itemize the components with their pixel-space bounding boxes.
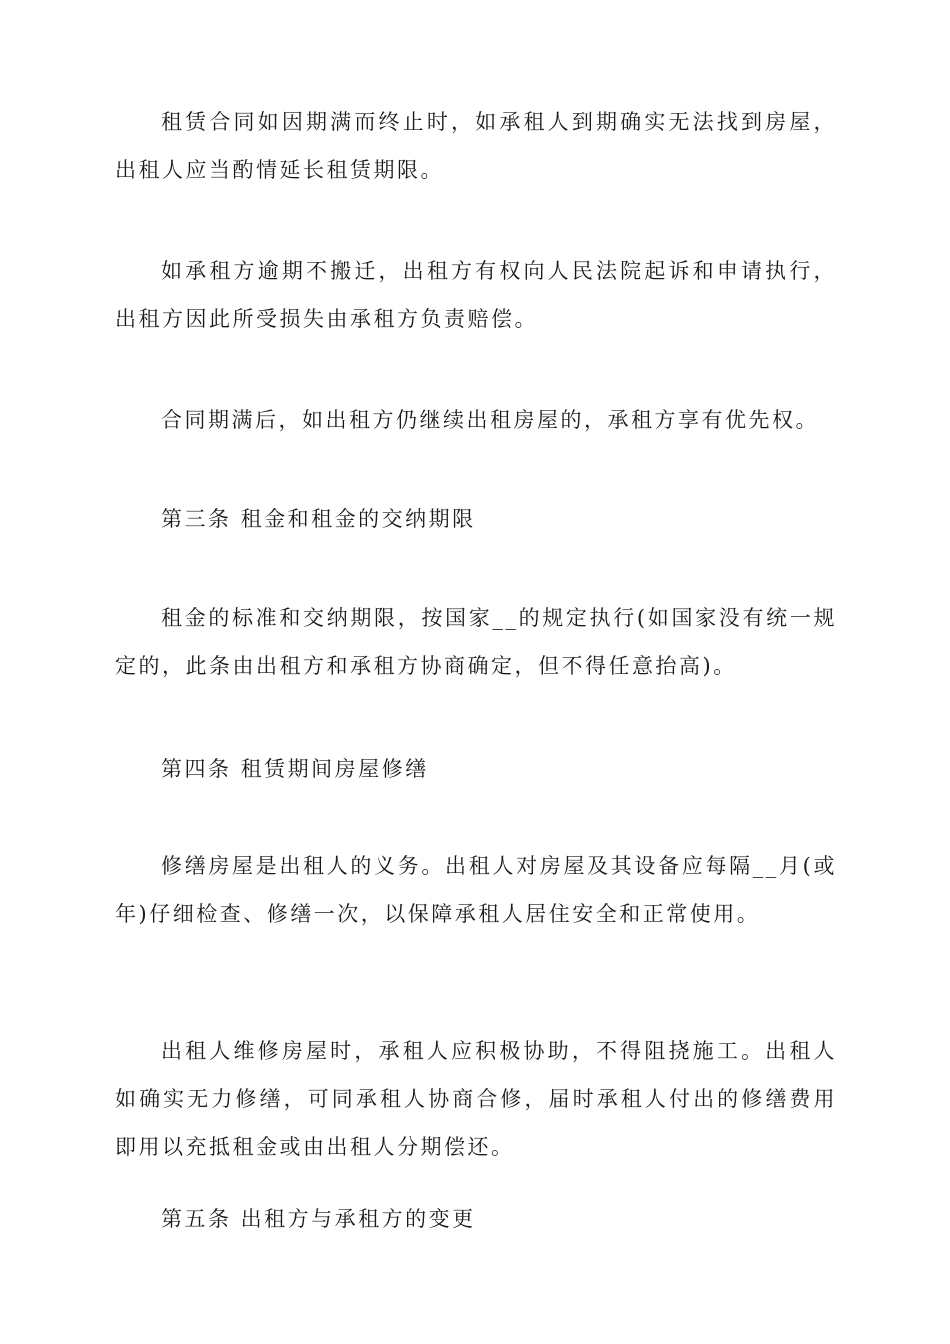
paragraph-rent-standard: 租金的标准和交纳期限，按国家__的规定执行(如国家没有统一规定的，此条由出租方和承租方协商确定，但不得任意抬高)。 [115, 606, 837, 678]
section-heading-article-4: 第四条 租赁期间房屋修缮 [161, 757, 429, 781]
section-heading-article-5: 第五条 出租方与承租方的变更 [161, 1207, 476, 1231]
paragraph-overdue-eviction: 如承租方逾期不搬迁，出租方有权向人民法院起诉和申请执行，出租方因此所受损失由承租方负责赔偿。 [115, 259, 837, 331]
paragraph-priority-right: 合同期满后，如出租方仍继续出租房屋的，承租方享有优先权。 [161, 408, 819, 432]
paragraph-lease-expiry: 租赁合同如因期满而终止时，如承租人到期确实无法找到房屋，出租人应当酌情延长租赁期限。 [115, 110, 837, 182]
paragraph-repair-cooperation: 出租人维修房屋时，承租人应积极协助，不得阻挠施工。出租人如确实无力修缮，可同承租人协商合修，届时承租人付出的修缮费用即用以充抵租金或由出租人分期偿还。 [115, 1039, 837, 1159]
paragraph-repair-duty: 修缮房屋是出租人的义务。出租人对房屋及其设备应每隔__月(或年)仔细检查、修缮一次，以保障承租人居住安全和正常使用。 [115, 854, 837, 926]
section-heading-article-3: 第三条 租金和租金的交纳期限 [161, 507, 476, 531]
